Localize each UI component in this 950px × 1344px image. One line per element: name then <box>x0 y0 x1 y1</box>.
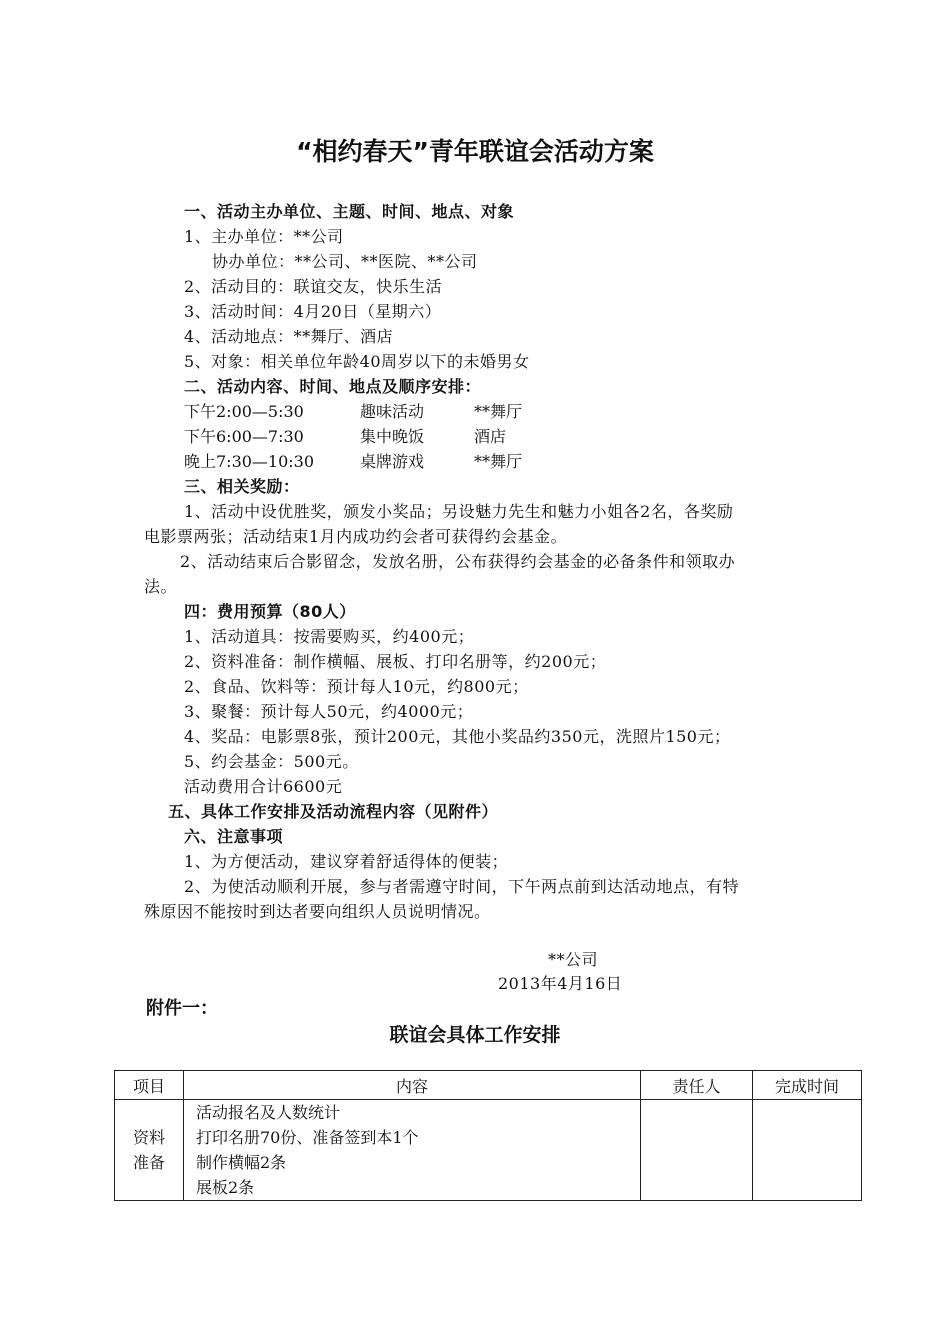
header-item: 项目 <box>115 1071 184 1100</box>
table-row <box>115 1100 862 1201</box>
schedule-activity: 趣味活动 <box>360 402 425 421</box>
budget-item: 2、食品、饮料等：预计每人10元，约800元； <box>184 677 529 696</box>
section-6-heading: 六、注意事项 <box>184 827 284 846</box>
section-2-heading: 二、活动内容、时间、地点及顺序安排： <box>184 377 482 396</box>
signature-date: 2013年4月16日 <box>498 974 623 993</box>
note-2: 2、为使活动顺利开展，参与者需遵守时间，下午两点前到达活动地点，有特 <box>184 877 740 896</box>
budget-total: 活动费用合计6600元 <box>184 777 343 796</box>
content-item: 活动报名及人数统计 <box>196 1103 341 1122</box>
page-title: “相约春天”青年联谊会活动方案 <box>296 137 654 166</box>
budget-item: 4、奖品：电影票8张，预计200元，其他小奖品约350元，洗照片150元； <box>184 727 731 746</box>
work-arrangement-table <box>114 1070 862 1201</box>
content-item: 展板2条 <box>196 1178 255 1197</box>
time-line: 3、活动时间：4月20日（星期六） <box>184 302 442 321</box>
budget-item: 3、聚餐：预计每人50元，约4000元； <box>184 702 474 721</box>
reward-paragraph-2-cont: 法。 <box>144 577 178 596</box>
schedule-place: **舞厅 <box>474 402 523 421</box>
reward-paragraph-1-cont: 电影票两张；活动结束1月内成功约会者可获得约会基金。 <box>144 527 568 546</box>
reward-paragraph-2: 2、活动结束后合影留念，发放名册，公布获得约会基金的必备条件和领取办 <box>180 552 736 571</box>
schedule-activity: 集中晚饭 <box>360 427 425 446</box>
content-item: 制作横幅2条 <box>196 1153 287 1172</box>
section-1-heading: 一、活动主办单位、主题、时间、地点、对象 <box>184 202 515 221</box>
content-item: 打印名册70份、准备签到本1个 <box>196 1128 419 1147</box>
purpose-line: 2、活动目的：联谊交友，快乐生活 <box>184 277 443 296</box>
section-3-heading: 三、相关奖励： <box>184 477 300 496</box>
note-1: 1、为方便活动，建议穿着舒适得体的便装； <box>184 852 509 871</box>
reward-paragraph-1: 1、活动中设优胜奖，颁发小奖品；另设魅力先生和魅力小姐各2名，各奖励 <box>184 502 734 521</box>
signature-company: **公司 <box>548 950 599 969</box>
category-line: 准备 <box>132 1153 165 1172</box>
organizer-line: 1、主办单位：**公司 <box>184 227 344 246</box>
schedule-time: 晚上7:30—10:30 <box>184 452 315 471</box>
target-line: 5、对象：相关单位年龄40周岁以下的未婚男女 <box>184 352 530 371</box>
schedule-place: 酒店 <box>474 427 507 446</box>
category-line: 资料 <box>132 1128 165 1147</box>
schedule-time: 下午6:00—7:30 <box>184 427 304 446</box>
budget-item: 1、活动道具：按需要购买，约400元； <box>184 627 475 646</box>
schedule-time: 下午2:00—5:30 <box>184 402 304 421</box>
table-header-row <box>115 1071 862 1100</box>
attachment-title: 联谊会具体工作安排 <box>389 1024 561 1046</box>
row-category <box>115 1100 184 1201</box>
schedule-place: **舞厅 <box>474 452 523 471</box>
budget-item: 5、约会基金：500元。 <box>184 752 359 771</box>
place-line: 4、活动地点：**舞厅、酒店 <box>184 327 394 346</box>
schedule-activity: 桌牌游戏 <box>360 452 425 471</box>
header-owner: 责任人 <box>641 1071 753 1100</box>
row-owner <box>641 1100 753 1201</box>
section-4-heading: 四：费用预算（80人） <box>184 602 356 621</box>
header-content: 内容 <box>184 1071 641 1100</box>
header-deadline: 完成时间 <box>753 1071 862 1100</box>
budget-item: 2、资料准备：制作横幅、展板、打印名册等，约200元； <box>184 652 607 671</box>
row-content <box>184 1100 641 1201</box>
attachment-label: 附件一： <box>146 998 218 1019</box>
co-organizer-line: 协办单位：**公司、**医院、**公司 <box>212 252 478 271</box>
note-2-cont: 殊原因不能按时到达者要向组织人员说明情况。 <box>144 902 491 921</box>
row-deadline <box>753 1100 862 1201</box>
section-5-heading: 五、具体工作安排及活动流程内容（见附件） <box>168 802 499 821</box>
